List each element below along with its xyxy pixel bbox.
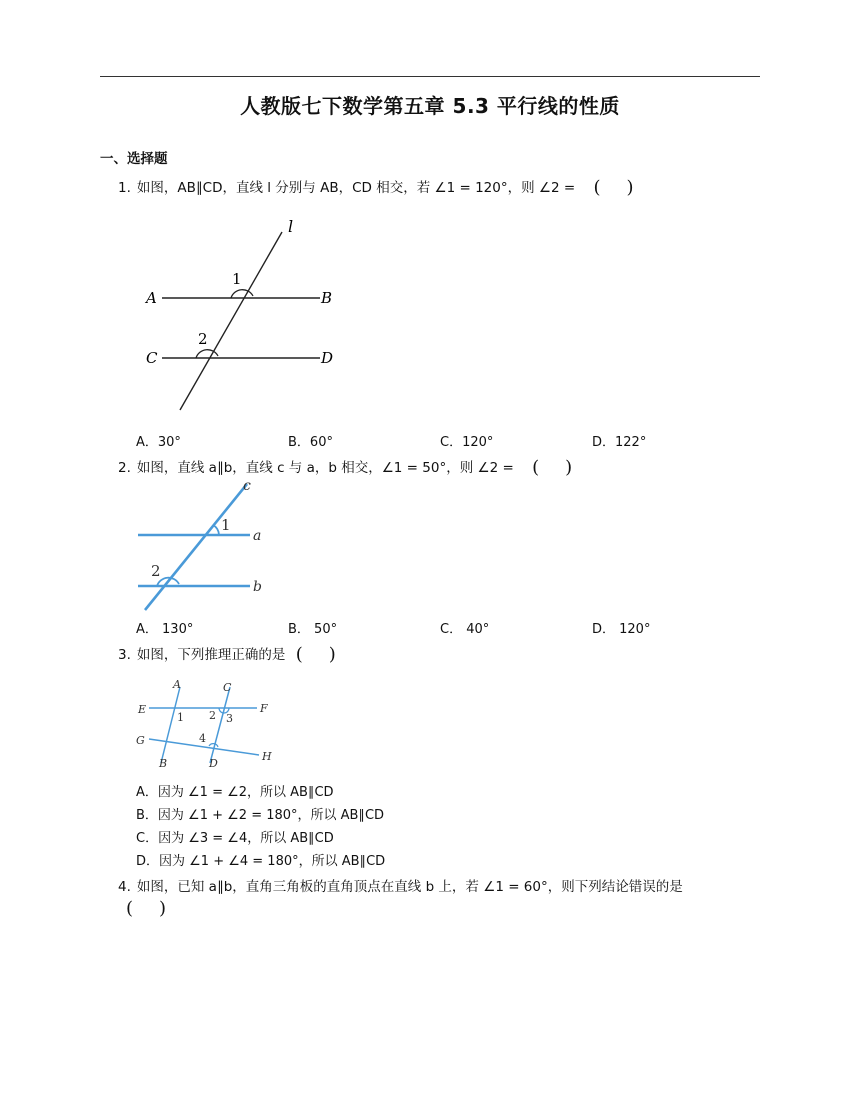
- answer-paren-open: (: [532, 457, 540, 478]
- answer-paren-open: (: [295, 644, 303, 665]
- figure-2: [135, 478, 285, 614]
- question-4-answer: [126, 898, 166, 919]
- label-D: D: [321, 349, 334, 367]
- question-text: 如图，AB∥CD，直线 l 分别与 AB，CD 相交，若 ∠1 = 120°，则 ∠2 =: [136, 180, 576, 196]
- option-d[interactable]: D．因为 ∠1 + ∠4 = 180°，所以 AB∥CD: [136, 854, 386, 869]
- option-b[interactable]: B． 50°: [288, 622, 338, 637]
- label-B: B: [159, 757, 168, 770]
- question-3: [118, 643, 336, 665]
- answer-paren-open: (: [126, 898, 134, 919]
- option-d[interactable]: D． 120°: [592, 622, 651, 637]
- question-number: 3.: [118, 647, 131, 663]
- figure-3: [135, 675, 280, 770]
- label-H: H: [262, 750, 272, 763]
- label-G: G: [136, 734, 145, 747]
- question-4: [118, 875, 683, 895]
- question-text: 如图，已知 a∥b，直角三角板的直角顶点在直线 b 上，若 ∠1 = 60°，则下列结论错误的是: [136, 879, 683, 895]
- label-angle-1: 1: [232, 270, 242, 288]
- label-angle-1: 1: [221, 516, 231, 534]
- figure-1: [140, 210, 360, 420]
- question-text: 如图，下列推理正确的是: [136, 647, 286, 663]
- label-a: a: [253, 528, 262, 544]
- section-heading: 一、选择题: [100, 151, 168, 167]
- label-A: A: [146, 289, 157, 307]
- question-text: 如图，直线 a∥b，直线 c 与 a，b 相交，∠1 = 50°，则 ∠2 =: [136, 460, 514, 476]
- label-C: C: [223, 681, 232, 694]
- question-number: 2.: [118, 460, 131, 476]
- question-1: [118, 176, 634, 198]
- option-c[interactable]: C．120°: [440, 435, 494, 450]
- label-angle-4: 4: [199, 732, 206, 745]
- answer-paren-close: ): [328, 644, 336, 665]
- option-d[interactable]: D．122°: [592, 435, 647, 450]
- option-c[interactable]: C． 40°: [440, 622, 490, 637]
- question-number: 1.: [118, 180, 131, 196]
- option-a[interactable]: A． 130°: [136, 622, 194, 637]
- page-title: 人教版七下数学第五章 5.3 平行线的性质: [240, 94, 620, 118]
- label-D: D: [209, 757, 218, 770]
- label-c: c: [243, 478, 251, 494]
- question-number: 4.: [118, 879, 131, 895]
- question-2: [118, 456, 572, 478]
- top-rule: [100, 76, 760, 77]
- label-C: C: [146, 349, 158, 367]
- label-angle-2: 2: [209, 709, 216, 722]
- option-c[interactable]: C．因为 ∠3 = ∠4，所以 AB∥CD: [136, 831, 334, 846]
- answer-paren-close: ): [626, 177, 634, 198]
- label-b: b: [253, 579, 262, 595]
- answer-paren-open: (: [593, 177, 601, 198]
- option-a[interactable]: A．因为 ∠1 = ∠2，所以 AB∥CD: [136, 785, 334, 800]
- label-angle-3: 3: [226, 712, 233, 725]
- label-l: l: [288, 217, 294, 236]
- label-F: F: [260, 702, 268, 715]
- answer-paren-close: ): [159, 898, 167, 919]
- label-angle-1: 1: [177, 711, 184, 724]
- label-angle-2: 2: [198, 330, 208, 348]
- option-a[interactable]: A．30°: [136, 435, 181, 450]
- option-b[interactable]: B．因为 ∠1 + ∠2 = 180°，所以 AB∥CD: [136, 808, 385, 823]
- label-A: A: [173, 678, 181, 691]
- label-B: B: [321, 289, 333, 307]
- label-angle-2: 2: [151, 562, 161, 580]
- option-b[interactable]: B．60°: [288, 435, 333, 450]
- answer-paren-close: ): [565, 457, 573, 478]
- label-E: E: [138, 703, 147, 716]
